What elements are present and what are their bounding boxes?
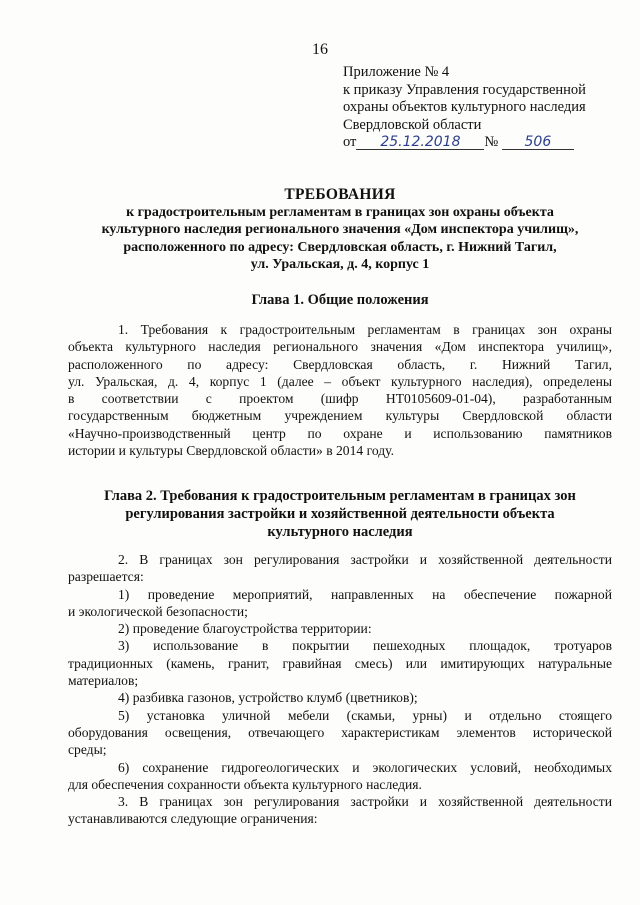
text-line: разрешается: — [68, 569, 144, 585]
chapter1-heading: Глава 1. Общие положения — [251, 292, 429, 308]
text-line: оборудования освещения, отвечающего характеристикам элементов исторической — [68, 724, 612, 740]
list-item: 4) разбивка газонов, устройство клумб (цветников); — [118, 690, 418, 706]
text-line: материалов; — [68, 673, 139, 689]
title-line: ул. Уральская, д. 4, корпус 1 — [250, 257, 430, 272]
page-number: 16 — [312, 41, 328, 58]
title-line: к градостроительным регламентам в границах зон охраны объекта — [126, 204, 554, 220]
chapter2-body — [68, 551, 612, 828]
heading-line: культурного наследия — [267, 524, 413, 540]
text-line: расположенного по адресу: Свердловская область, г. Нижний Тагил, — [68, 356, 612, 372]
text-line: и экологической безопасности; — [68, 603, 248, 619]
text-line: ул. Уральская, д. 4, корпус 1 (далее – объект культурного наследия), определены — [68, 373, 612, 389]
appendix-line: Свердловской области — [343, 116, 482, 133]
list-item: 3) использование в покрытии пешеходных площадок, тротуаров — [118, 638, 612, 654]
text-line: 2. В границах зон регулирования застройки и хозяйственной деятельности — [118, 552, 612, 567]
text-line: объекта культурного наследия регионального значения «Дом инспектора училищ», — [68, 339, 612, 355]
number-label: № — [484, 134, 499, 150]
list-item: 2) проведение благоустройства территории: — [118, 621, 372, 637]
text-line: 1. Требования к градостроительным регламентам в границах зон охраны — [118, 322, 612, 337]
title-main: ТРЕБОВАНИЯ — [284, 186, 396, 203]
text-line: государственным бюджетным учреждением культуры Свердловской области — [68, 408, 612, 424]
title-line: расположенного по адресу: Свердловская область, г. Нижний Тагил, — [123, 239, 557, 255]
text-line: устанавливаются следующие ограничения: — [68, 811, 318, 827]
appendix-line: к приказу Управления государственной — [343, 81, 586, 98]
list-item: 1) проведение мероприятий, направленных на обеспечение пожарной — [118, 586, 612, 602]
text-line: «Научно-производственный центр по охране и использованию памятников — [68, 425, 612, 441]
appendix-block — [343, 64, 633, 152]
from-label: от — [343, 134, 357, 150]
text-line: 3. В границах зон регулирования застройки и хозяйственной деятельности — [118, 794, 612, 810]
document-title — [60, 186, 620, 274]
heading-line: Глава 2. Требования к градостроительным регламентам в границах зон — [104, 488, 576, 504]
chapter2-heading — [60, 487, 620, 541]
chapter1-paragraph — [68, 321, 612, 459]
text-line: истории и культуры Свердловской области» в 2014 году. — [68, 443, 394, 459]
title-line: культурного наследия регионального значения «Дом инспектора училищ», — [101, 222, 579, 237]
text-line: среды; — [68, 742, 107, 758]
list-item: 6) сохранение гидрогеологических и экологических условий, необходимых — [118, 759, 612, 775]
text-line: традиционных (камень, гранит, гравийная смесь) или имитирующих натуральные — [68, 655, 612, 671]
appendix-date-line — [343, 134, 633, 152]
handwritten-number: 506 — [502, 135, 574, 150]
text-line: для обеспечения сохранности объекта культурного наследия. — [68, 776, 422, 792]
heading-line: регулирования застройки и хозяйственной деятельности объекта — [125, 506, 555, 522]
handwritten-date: 25.12.2018 — [356, 135, 484, 150]
appendix-line: охраны объектов культурного наследия — [343, 99, 586, 115]
list-item: 5) установка уличной мебели (скамьи, урны) и отдельно стоящего — [118, 707, 612, 723]
appendix-line: Приложение № 4 — [343, 64, 450, 80]
text-line: в соответствии с проектом (шифр НТ0105609-01-04), разработанным — [68, 391, 612, 407]
